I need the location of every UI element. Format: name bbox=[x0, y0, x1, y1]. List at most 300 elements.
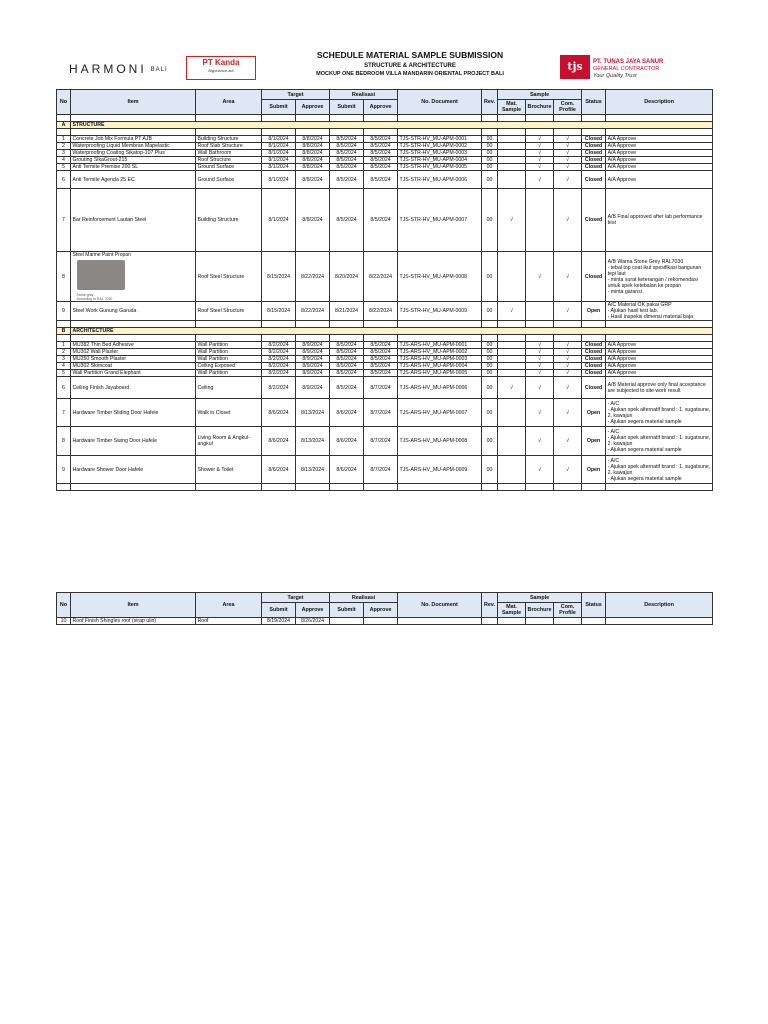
row-rev: 00 bbox=[482, 143, 498, 150]
row-description: - A/C - Ajukan spek alternatif brand : 1. sugatsune, 2. kawajun - Ajukan segera material sample bbox=[606, 427, 713, 456]
row-rev: 00 bbox=[482, 370, 498, 377]
empty-cell bbox=[526, 484, 554, 491]
empty-cell bbox=[364, 618, 398, 625]
empty-cell bbox=[71, 335, 196, 342]
row-target-submit: 8/1/2024 bbox=[262, 150, 296, 157]
row-mat-sample: √ bbox=[498, 189, 526, 252]
empty-cell bbox=[606, 335, 713, 342]
row-brochure bbox=[526, 189, 554, 252]
row-rev: 00 bbox=[482, 377, 498, 399]
row-description: A/A Approve bbox=[606, 136, 713, 143]
row-real-approve: 8/5/2024 bbox=[364, 150, 398, 157]
row-com-profile: √ bbox=[554, 349, 582, 356]
empty-cell bbox=[296, 321, 330, 328]
row-status: Open bbox=[582, 302, 606, 321]
row-item: Bar Reinforcement Lautan Steel bbox=[71, 189, 196, 252]
row-document: TJS-STR-HV_MU-APM-0004 bbox=[398, 157, 482, 164]
row-real-approve: 8/5/2024 bbox=[364, 342, 398, 349]
row-description: A/A Approve bbox=[606, 349, 713, 356]
row-area: Roof Slab Structure bbox=[196, 143, 262, 150]
table-row bbox=[57, 136, 713, 143]
row-brochure bbox=[526, 302, 554, 321]
row-real-approve: 8/5/2024 bbox=[364, 136, 398, 143]
row-com-profile: √ bbox=[554, 171, 582, 189]
row-com-profile: √ bbox=[554, 456, 582, 484]
empty-cell bbox=[71, 129, 196, 136]
row-brochure: √ bbox=[526, 171, 554, 189]
col-sample: Sample bbox=[498, 90, 582, 100]
row-mat-sample bbox=[498, 349, 526, 356]
row-brochure: √ bbox=[526, 157, 554, 164]
row-area: Wall Bathroom bbox=[196, 150, 262, 157]
empty-cell bbox=[582, 321, 606, 328]
row-number: 9 bbox=[57, 302, 71, 321]
row-description: A/B Warna Stone Grey RAL7030 - tebal top coat ikut spesifikasi bangunan tepi laut - minta surat keterangan / rekomendasi untuk spek ketebalan ke propan - minta garansi bbox=[606, 252, 713, 302]
item-name: Steel Marine Paint Propan bbox=[72, 252, 131, 258]
row-mat-sample: √ bbox=[498, 377, 526, 399]
row-target-approve: 8/13/2024 bbox=[296, 456, 330, 484]
row-target-approve: 8/9/2024 bbox=[296, 349, 330, 356]
row-com-profile: √ bbox=[554, 143, 582, 150]
row-number: 3 bbox=[57, 356, 71, 363]
row-status: Closed bbox=[582, 252, 606, 302]
section-row bbox=[57, 122, 713, 129]
empty-cell bbox=[196, 335, 262, 342]
row-target-approve: 8/9/2024 bbox=[296, 377, 330, 399]
empty-cell bbox=[582, 335, 606, 342]
row-real-approve: 8/5/2024 bbox=[364, 189, 398, 252]
row-description: - A/C - Ajukan spek alternatif brand : 1. sugatsune, 2. kawajun - Ajukan segera material sample bbox=[606, 456, 713, 484]
row-status: Closed bbox=[582, 164, 606, 171]
row-document: TJS-STR-HV_MU-APM-0006 bbox=[398, 171, 482, 189]
row-rev: 00 bbox=[482, 349, 498, 356]
row-mat-sample bbox=[498, 363, 526, 370]
row-item: MU382 Thin Bed Adhesive bbox=[71, 342, 196, 349]
row-status: Closed bbox=[582, 370, 606, 377]
row-mat-sample bbox=[498, 136, 526, 143]
empty-cell bbox=[364, 484, 398, 491]
empty-cell bbox=[498, 129, 526, 136]
row-number: 4 bbox=[57, 363, 71, 370]
row-brochure: √ bbox=[526, 356, 554, 363]
section-code: B bbox=[57, 328, 71, 335]
photo-note: According to RAL 7030 bbox=[76, 297, 113, 301]
row-area: Ceiling Exposed bbox=[196, 363, 262, 370]
tjs-logo-text: PT. TUNAS JAYA SANUR GENERAL CONTRACTOR Your Quality Trust bbox=[593, 59, 664, 79]
row-document: TJS-STR-HV_MU-APM-0009 bbox=[398, 302, 482, 321]
row-real-approve: 8/5/2024 bbox=[364, 363, 398, 370]
row-number: 2 bbox=[57, 143, 71, 150]
spacer-row bbox=[57, 335, 713, 342]
row-area: Wall Partition bbox=[196, 370, 262, 377]
row-description: A/A Approve bbox=[606, 171, 713, 189]
row-target-approve: 8/8/2024 bbox=[296, 171, 330, 189]
empty-cell bbox=[554, 335, 582, 342]
row-area: Wall Partition bbox=[196, 356, 262, 363]
row-description: A/A Approve bbox=[606, 363, 713, 370]
row-description: A/A Approve bbox=[606, 342, 713, 349]
empty-cell bbox=[296, 335, 330, 342]
col-brochure: Brochure bbox=[526, 603, 554, 618]
row-description: A/A Approve bbox=[606, 370, 713, 377]
empty-cell bbox=[606, 618, 713, 625]
spacer-row bbox=[57, 484, 713, 491]
col-rev: Rev. bbox=[482, 90, 498, 115]
row-number: 9 bbox=[57, 456, 71, 484]
col-document: No. Document bbox=[398, 593, 482, 618]
row-area: Ceiling bbox=[196, 377, 262, 399]
empty-cell bbox=[196, 115, 262, 122]
col-target: Target bbox=[262, 593, 330, 603]
row-brochure: √ bbox=[526, 150, 554, 157]
col-mat-sample: Mat. Sample bbox=[498, 603, 526, 618]
row-document: TJS-ARS-HV_MU-APM-0005 bbox=[398, 370, 482, 377]
col-com-profile: Com. Profile bbox=[554, 100, 582, 115]
row-status: Closed bbox=[582, 349, 606, 356]
col-item: Item bbox=[71, 90, 196, 115]
row-real-submit: 8/5/2024 bbox=[330, 189, 364, 252]
row-number: 7 bbox=[57, 189, 71, 252]
row-brochure: √ bbox=[526, 370, 554, 377]
row-target-submit: 8/2/2024 bbox=[262, 370, 296, 377]
row-mat-sample bbox=[498, 356, 526, 363]
row-real-submit: 8/5/2024 bbox=[330, 363, 364, 370]
empty-cell bbox=[71, 484, 196, 491]
empty-cell bbox=[196, 321, 262, 328]
table-row bbox=[57, 456, 713, 484]
empty-cell bbox=[526, 618, 554, 625]
col-target: Target bbox=[262, 90, 330, 100]
row-item: Grouting SikaGrout-215 bbox=[71, 157, 196, 164]
row-description: A/A Approve bbox=[606, 157, 713, 164]
table-row bbox=[57, 377, 713, 399]
row-real-submit: 8/5/2024 bbox=[330, 342, 364, 349]
row-target-approve: 8/8/2024 bbox=[296, 189, 330, 252]
row-real-submit: 8/6/2024 bbox=[330, 427, 364, 456]
row-mat-sample bbox=[498, 252, 526, 302]
row-target-submit: 8/1/2024 bbox=[262, 157, 296, 164]
row-document: TJS-STR-HV_MU-APM-0007 bbox=[398, 189, 482, 252]
row-com-profile: √ bbox=[554, 252, 582, 302]
row-area: Building Structure bbox=[196, 136, 262, 143]
table-row bbox=[57, 171, 713, 189]
row-brochure: √ bbox=[526, 377, 554, 399]
empty-cell bbox=[57, 335, 71, 342]
row-status: Closed bbox=[582, 157, 606, 164]
row-status: Closed bbox=[582, 171, 606, 189]
row-real-submit: 8/21/2024 bbox=[330, 302, 364, 321]
empty-cell bbox=[398, 129, 482, 136]
row-rev: 00 bbox=[482, 363, 498, 370]
col-realisasi: Realisasi bbox=[330, 90, 398, 100]
empty-cell bbox=[498, 335, 526, 342]
row-real-submit: 8/5/2024 bbox=[330, 150, 364, 157]
empty-cell bbox=[296, 484, 330, 491]
pt-kanda-logo: PT Kanda Bigchance.act bbox=[186, 56, 256, 80]
row-rev: 00 bbox=[482, 456, 498, 484]
empty-cell bbox=[262, 484, 296, 491]
row-target-submit: 8/2/2024 bbox=[262, 356, 296, 363]
row-rev: 00 bbox=[482, 189, 498, 252]
col-area: Area bbox=[196, 90, 262, 115]
row-com-profile: √ bbox=[554, 189, 582, 252]
row-area: Living Room & Angkul-angkul bbox=[196, 427, 262, 456]
row-real-approve: 8/5/2024 bbox=[364, 143, 398, 150]
row-rev: 00 bbox=[482, 342, 498, 349]
row-target-submit: 8/6/2024 bbox=[262, 456, 296, 484]
row-status: Closed bbox=[582, 356, 606, 363]
row-number: 5 bbox=[57, 164, 71, 171]
section-row bbox=[57, 328, 713, 335]
section-name: ARCHITECTURE bbox=[71, 328, 713, 335]
empty-cell bbox=[296, 115, 330, 122]
empty-cell bbox=[398, 115, 482, 122]
empty-cell bbox=[606, 115, 713, 122]
row-rev: 00 bbox=[482, 427, 498, 456]
row-document: TJS-ARS-HV_MU-APM-0006 bbox=[398, 377, 482, 399]
empty-cell bbox=[554, 129, 582, 136]
empty-cell bbox=[71, 115, 196, 122]
empty-cell bbox=[582, 484, 606, 491]
row-brochure: √ bbox=[526, 164, 554, 171]
row-number: 6 bbox=[57, 171, 71, 189]
row-target-submit: 8/6/2024 bbox=[262, 427, 296, 456]
row-real-approve: 8/5/2024 bbox=[364, 171, 398, 189]
row-item: Anti Termite Agenda 25 EC bbox=[71, 171, 196, 189]
row-item: MU250 Smooth Plaster bbox=[71, 356, 196, 363]
row-description: A/A Approve bbox=[606, 143, 713, 150]
row-area: Roof Structure bbox=[196, 157, 262, 164]
row-mat-sample bbox=[498, 456, 526, 484]
row-area: Ground Surface bbox=[196, 164, 262, 171]
row-real-submit: 8/5/2024 bbox=[330, 157, 364, 164]
row-status: Open bbox=[582, 456, 606, 484]
row-number: 10 bbox=[57, 618, 71, 625]
col-target-approve: Approve bbox=[296, 100, 330, 115]
empty-cell bbox=[526, 335, 554, 342]
col-no: No bbox=[57, 593, 71, 618]
empty-cell bbox=[57, 321, 71, 328]
row-mat-sample bbox=[498, 370, 526, 377]
row-mat-sample bbox=[498, 342, 526, 349]
col-target-submit: Submit bbox=[262, 603, 296, 618]
row-brochure: √ bbox=[526, 363, 554, 370]
empty-cell bbox=[498, 115, 526, 122]
row-target-submit: 8/15/2024 bbox=[262, 302, 296, 321]
row-status: Closed bbox=[582, 377, 606, 399]
row-mat-sample bbox=[498, 157, 526, 164]
empty-cell bbox=[482, 321, 498, 328]
empty-cell bbox=[398, 618, 482, 625]
row-target-approve: 8/9/2024 bbox=[296, 370, 330, 377]
row-item: Wall Partition Grand Elephant bbox=[71, 370, 196, 377]
row-real-approve: 8/7/2024 bbox=[364, 427, 398, 456]
row-target-submit: 8/15/2024 bbox=[262, 252, 296, 302]
row-rev: 00 bbox=[482, 157, 498, 164]
empty-cell bbox=[330, 115, 364, 122]
col-sample: Sample bbox=[498, 593, 582, 603]
row-item: Hardware Timber Swing Door Hafele bbox=[71, 427, 196, 456]
row-document: TJS-STR-HV_MU-APM-0001 bbox=[398, 136, 482, 143]
row-number: 1 bbox=[57, 342, 71, 349]
row-mat-sample bbox=[498, 150, 526, 157]
row-item: Steel Work Gunung Garuda bbox=[71, 302, 196, 321]
row-target-submit: 8/6/2024 bbox=[262, 399, 296, 427]
row-rev: 00 bbox=[482, 171, 498, 189]
table-row bbox=[57, 157, 713, 164]
tjs-logo-mark: tjs bbox=[560, 55, 590, 79]
spacer-row bbox=[57, 321, 713, 328]
row-target-approve: 8/9/2024 bbox=[296, 363, 330, 370]
schedule-table-continued bbox=[56, 592, 713, 625]
empty-cell bbox=[330, 618, 364, 625]
row-description: A/B Material approve only final acceptance are subjected to site work result bbox=[606, 377, 713, 399]
row-area: Wall Partition bbox=[196, 349, 262, 356]
row-number: 2 bbox=[57, 349, 71, 356]
row-target-approve: 8/8/2024 bbox=[296, 150, 330, 157]
row-target-submit: 8/1/2024 bbox=[262, 143, 296, 150]
row-target-submit: 8/1/2024 bbox=[262, 189, 296, 252]
empty-cell bbox=[482, 129, 498, 136]
empty-cell bbox=[364, 335, 398, 342]
empty-cell bbox=[262, 321, 296, 328]
col-no: No bbox=[57, 90, 71, 115]
row-rev: 00 bbox=[482, 150, 498, 157]
spacer-row bbox=[57, 129, 713, 136]
empty-cell bbox=[482, 335, 498, 342]
row-brochure: √ bbox=[526, 399, 554, 427]
row-description: A/A Approve bbox=[606, 150, 713, 157]
row-brochure: √ bbox=[526, 252, 554, 302]
col-status: Status bbox=[582, 90, 606, 115]
row-real-approve: 8/5/2024 bbox=[364, 370, 398, 377]
row-real-approve: 8/22/2024 bbox=[364, 302, 398, 321]
row-document: TJS-STR-HV_MU-APM-0002 bbox=[398, 143, 482, 150]
empty-cell bbox=[498, 321, 526, 328]
row-item: MU302 Skimcoat bbox=[71, 363, 196, 370]
row-target-approve: 8/8/2024 bbox=[296, 157, 330, 164]
empty-cell bbox=[262, 129, 296, 136]
row-rev: 00 bbox=[482, 136, 498, 143]
col-real-approve: Approve bbox=[364, 603, 398, 618]
row-real-approve: 8/5/2024 bbox=[364, 164, 398, 171]
row-document: TJS-ARS-HV_MU-APM-0002 bbox=[398, 349, 482, 356]
empty-cell bbox=[57, 129, 71, 136]
row-target-approve: 8/26/2024 bbox=[296, 618, 330, 625]
row-target-approve: 8/8/2024 bbox=[296, 136, 330, 143]
row-document: TJS-STR-HV_MU-APM-0003 bbox=[398, 150, 482, 157]
row-number: 5 bbox=[57, 370, 71, 377]
empty-cell bbox=[398, 321, 482, 328]
row-status: Closed bbox=[582, 363, 606, 370]
col-target-submit: Submit bbox=[262, 100, 296, 115]
empty-cell bbox=[330, 129, 364, 136]
row-real-submit: 8/6/2024 bbox=[330, 456, 364, 484]
row-com-profile: √ bbox=[554, 370, 582, 377]
col-real-submit: Submit bbox=[330, 603, 364, 618]
row-item: Hardware Shower Door Hafele bbox=[71, 456, 196, 484]
row-target-submit: 8/2/2024 bbox=[262, 377, 296, 399]
empty-cell bbox=[398, 335, 482, 342]
row-number: 3 bbox=[57, 150, 71, 157]
row-area: Building Structure bbox=[196, 189, 262, 252]
empty-cell bbox=[364, 129, 398, 136]
row-brochure: √ bbox=[526, 427, 554, 456]
row-document: TJS-STR-HV_MU-APM-0005 bbox=[398, 164, 482, 171]
empty-cell bbox=[554, 618, 582, 625]
row-item: Concrete Job Mix Formula PT AJB bbox=[71, 136, 196, 143]
row-item: Waterproofing Coating Sikatop-107 Plus bbox=[71, 150, 196, 157]
row-rev: 00 bbox=[482, 252, 498, 302]
document-subtitle: STRUCTURE & ARCHITECTURE bbox=[364, 63, 456, 69]
row-target-approve: 8/9/2024 bbox=[296, 356, 330, 363]
table-row bbox=[57, 302, 713, 321]
col-real-approve: Approve bbox=[364, 100, 398, 115]
row-area: Roof Steel Structure bbox=[196, 252, 262, 302]
col-brochure: Brochure bbox=[526, 100, 554, 115]
col-rev: Rev. bbox=[482, 593, 498, 618]
row-status: Closed bbox=[582, 342, 606, 349]
row-document: TJS-ARS-HV_MU-APM-0001 bbox=[398, 342, 482, 349]
row-target-approve: 8/13/2024 bbox=[296, 427, 330, 456]
row-rev: 00 bbox=[482, 399, 498, 427]
row-brochure: √ bbox=[526, 143, 554, 150]
row-document: TJS-ARS-HV_MU-APM-0003 bbox=[398, 356, 482, 363]
row-brochure: √ bbox=[526, 342, 554, 349]
row-description: A/A Approve bbox=[606, 164, 713, 171]
row-mat-sample bbox=[498, 399, 526, 427]
row-real-submit: 8/5/2024 bbox=[330, 356, 364, 363]
empty-cell bbox=[498, 484, 526, 491]
table-row bbox=[57, 164, 713, 171]
row-area: Ground Surface bbox=[196, 171, 262, 189]
row-real-approve: 8/5/2024 bbox=[364, 349, 398, 356]
row-area: Roof Steel Structure bbox=[196, 302, 262, 321]
empty-cell bbox=[582, 115, 606, 122]
row-item: MU302 Wall Plaster bbox=[71, 349, 196, 356]
empty-cell bbox=[482, 115, 498, 122]
empty-cell bbox=[296, 129, 330, 136]
row-status: Open bbox=[582, 427, 606, 456]
empty-cell bbox=[498, 618, 526, 625]
row-target-submit: 8/1/2024 bbox=[262, 171, 296, 189]
row-target-approve: 8/22/2024 bbox=[296, 302, 330, 321]
row-area: Roof bbox=[196, 618, 262, 625]
row-real-submit: 8/5/2024 bbox=[330, 349, 364, 356]
project-name: MOCKUP ONE BEDROOM VILLA MANDARIN ORIENTAL PROJECT BALI bbox=[316, 71, 504, 77]
table-row bbox=[57, 370, 713, 377]
table-row bbox=[57, 618, 713, 625]
col-description: Description bbox=[606, 593, 713, 618]
section-code: A bbox=[57, 122, 71, 129]
empty-cell bbox=[71, 321, 196, 328]
row-target-submit: 8/1/2024 bbox=[262, 164, 296, 171]
row-status: Closed bbox=[582, 150, 606, 157]
row-description: A/C Material OK pakai GRP - Ajukan hasil test lab. - Hasil inspeksi dimensi material baja bbox=[606, 302, 713, 321]
row-target-approve: 8/22/2024 bbox=[296, 252, 330, 302]
row-document: TJS-ARS-HV_MU-APM-0008 bbox=[398, 427, 482, 456]
row-target-approve: 8/8/2024 bbox=[296, 143, 330, 150]
row-com-profile: √ bbox=[554, 342, 582, 349]
row-target-submit: 8/1/2024 bbox=[262, 136, 296, 143]
row-real-submit: 8/5/2024 bbox=[330, 370, 364, 377]
row-rev: 00 bbox=[482, 164, 498, 171]
row-document: TJS-ARS-HV_MU-APM-0009 bbox=[398, 456, 482, 484]
row-document: TJS-ARS-HV_MU-APM-0007 bbox=[398, 399, 482, 427]
empty-cell bbox=[582, 129, 606, 136]
row-mat-sample: √ bbox=[498, 302, 526, 321]
col-description: Description bbox=[606, 90, 713, 115]
